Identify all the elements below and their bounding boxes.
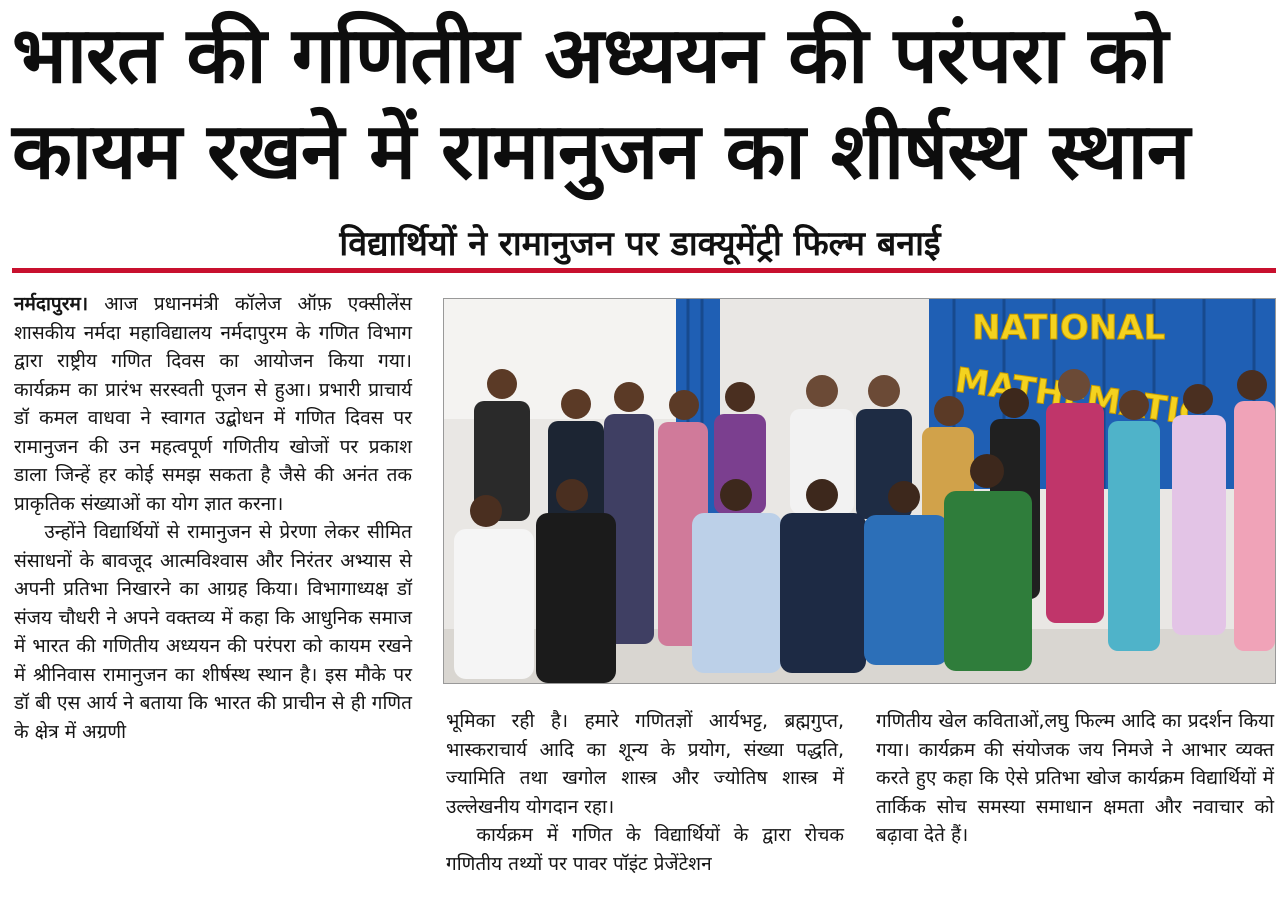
banner-line-1: NATIONAL (972, 308, 1166, 348)
divider-rule (12, 268, 1276, 273)
dateline: नर्मदापुरम। (14, 293, 89, 315)
article-column-1 (14, 290, 412, 746)
paragraph-1-text: आज प्रधानमंत्री कॉलेज ऑफ़ एक्सीलेंस शासकीय नर्मदा महाविद्यालय नर्मदापुरम के गणित विभाग द्वारा राष्ट्रीय गणित दिवस का आयोजन किया गया। कार्यक्रम का प्रारंभ सरस्वती पूजन से हुआ। प्रभारी प्राचार्य डॉ कमल वाधवा ने स्वागत उद्बोधन में गणित दिवस पर रामानुजन की उन महत्वपूर्ण गणितीय खोजों पर प्रकाश डाला जिन्हें हर कोई समझ सकता है जैसे की अनंत तक प्राकृतिक संख्याओं का योग ज्ञात करना। (14, 293, 412, 515)
paragraph-2: उन्होंने विद्यार्थियों से रामानुजन से प्रेरणा लेकर सीमित संसाधनों के बावजूद आत्मविश्वास और निरंतर अभ्यास से अपनी प्रतिभा निखारने का आग्रह किया। विभागाध्यक्ष डॉ संजय चौधरी ने अपने वक्तव्य में कहा कि आधुनिक समाज में भारत की गणितीय अध्ययन की परंपरा को कायम रखने में श्रीनिवास रामानुजन का शीर्षस्थ स्थान है। इस मौके पर डॉ बी एस आर्य ने बताया कि भारत की प्राचीन से ही गणित के क्षेत्र में अग्रणी (14, 521, 412, 743)
event-photo (443, 298, 1276, 684)
headline (12, 8, 1268, 200)
headline-line-1: भारत की गणितीय अध्ययन की परंपरा को (12, 11, 1168, 101)
paragraph-4: कार्यक्रम में गणित के विद्यार्थियों के द्वारा रोचक गणितीय तथ्यों पर पावर पॉइंट प्रेजेंटेशन (446, 824, 844, 875)
headline-line-2: कायम रखने में रामानुजन का शीर्षस्थ स्थान (12, 107, 1190, 197)
paragraph-1 (14, 290, 412, 518)
paragraph-5: गणितीय खेल कविताओं,लघु फिल्म आदि का प्रदर्शन किया गया। कार्यक्रम की संयोजक जय निमजे ने आभार व्यक्त करते हुए कहा कि ऐसे प्रतिभा खोज कार्यक्रम विद्यार्थियों में तार्किक सोच समस्या समाधान क्षमता और नवाचार को बढ़ावा देते हैं। (876, 710, 1274, 846)
article-column-2 (446, 707, 844, 878)
subheadline: विद्यार्थियों ने रामानुजन पर डाक्यूमेंट्री फिल्म बनाई (339, 224, 941, 264)
article-column-3 (876, 707, 1274, 850)
paragraph-3: भूमिका रही है। हमारे गणितज्ञों आर्यभट्ट, ब्रह्मगुप्त, भास्कराचार्य आदि का शून्य के प्रयोग, संख्या पद्धति, ज्यामिति तथा खगोल शास्त्र और ज्योतिष शास्त्र में उल्लेखनीय योगदान रहा। (446, 710, 844, 818)
